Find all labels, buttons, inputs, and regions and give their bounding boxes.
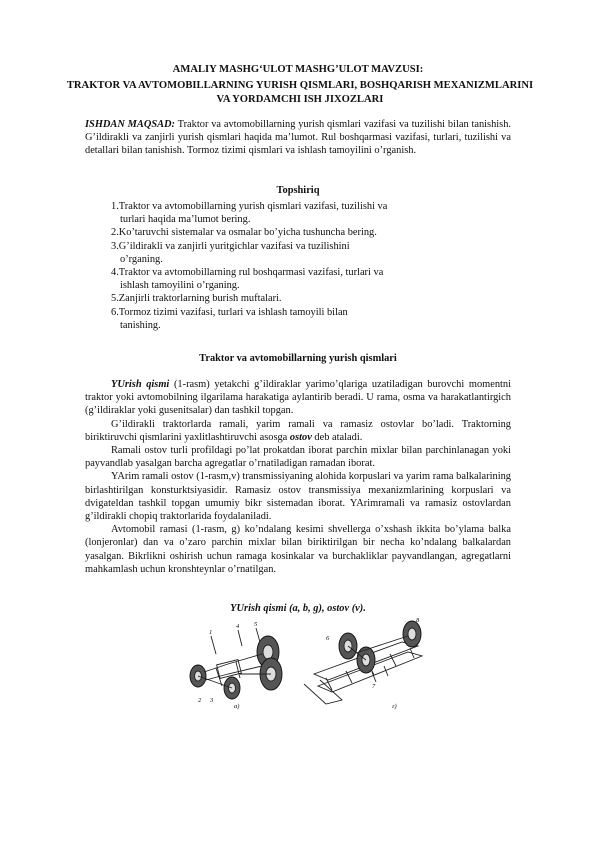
paragraph-text: G’ildirakli traktorlarda ramali, yarim ramali va ramasiz ostovlar bo’ladi. Traktorning biriktiruvchi qismlarini yaxlitlashtiruvchi asosga bbox=[85, 418, 511, 443]
term: YUrish qismi bbox=[111, 379, 170, 390]
list-item bbox=[111, 226, 431, 239]
task-line: 5.Zanjirli traktorlarning burish muftalari. bbox=[111, 293, 282, 305]
section-heading: Traktor va avtomobillarning yurish qismlari bbox=[199, 353, 397, 364]
task-line-continued: o’rganing. bbox=[120, 253, 163, 265]
tasks-heading: Topshiriq bbox=[276, 185, 320, 196]
tasks-list bbox=[111, 200, 431, 332]
paragraph: Ramali ostov turli profildagi po’lat prokatdan iborat parchin mixlar bilan parchinlanagan yoki payvandlab yasalgan barcha agregatlar o’rnatiladigan ramadan iborat. bbox=[85, 445, 511, 470]
figure-number: 7 bbox=[372, 683, 376, 690]
task-line: 1.Traktor va avtomobillarning yurish qismlari vazifasi, tuzilishi va bbox=[111, 201, 388, 212]
chassis-figure bbox=[176, 616, 426, 711]
term: ostov bbox=[289, 431, 312, 443]
list-item bbox=[111, 200, 431, 226]
paragraph-text: deb ataladi. bbox=[311, 431, 363, 443]
paragraph: Avtomobil ramasi (1-rasm, g) ko’ndalang kesimi shvellerga o’xshash ikkita bo’ylama balka (lonjeronlar) dan va o’zaro parchin mixlar bilan biriktirilgan bir necha ko’ndalang balkalardan yasalgan. Bikrlikni oshirish uchun ramaga kosinkalar va burchakliklar payvandlangan, agregatlarni mahkamlash uchun kronshteynlar o’rnatilgan. bbox=[85, 524, 511, 575]
figure-label-g: г) bbox=[392, 703, 397, 710]
list-item bbox=[111, 266, 431, 292]
figure-number: 2 bbox=[198, 697, 202, 704]
car-frame-drawing bbox=[304, 621, 422, 704]
figure-number: 1 bbox=[209, 629, 213, 636]
task-line: 4.Traktor va avtomobillarning rul boshqarmasi vazifasi, turlari va bbox=[111, 267, 384, 279]
figure-label-a: a) bbox=[234, 703, 240, 710]
figure-number: 6 bbox=[326, 635, 330, 642]
paragraph bbox=[85, 378, 511, 418]
page-subtitle: TRAKTOR VA AVTOMOBILLARNING YURISH QISMLARI, BOSHQARISH MEXANIZMLARINI VA YORDAMCHI ISH JIXOZLARI bbox=[66, 80, 534, 105]
paragraph-text: (1-rasm) yetakchi g’ildiraklar yarimo’qlariga uzatiladigan burovchi momentni traktor yoki avtomobilning ilgarilama harakatiga aylantirib beradi. U rama, osma va harakatlantirgich (g’ildiraklar yoki gusenitsalar) dan tashkil topgan. bbox=[85, 379, 511, 417]
task-line: 6.Tormoz tizimi vazifasi, turlari va ishlash tamoyili bilan bbox=[111, 306, 348, 318]
task-line: 2.Ko’taruvchi sistemalar va osmalar bo’yicha tushuncha bering. bbox=[111, 227, 377, 239]
task-line-continued: ishlash tamoyilini o’rganing. bbox=[120, 280, 240, 292]
tractor-chassis-drawing bbox=[190, 628, 282, 699]
task-line-continued: turlari haqida ma’lumot bering. bbox=[120, 214, 251, 226]
page-title: AMALIY MASHG‘ULOT MASHG’ULOT MAVZUSI: bbox=[172, 64, 424, 75]
figure-number: 8 bbox=[416, 617, 420, 624]
section-body bbox=[85, 378, 511, 576]
goal-paragraph bbox=[85, 118, 511, 158]
task-line: 3.G’ildirakli va zanjirli yuritgichlar vazifasi va tuzilishini bbox=[111, 240, 350, 252]
figure-number: 5 bbox=[254, 621, 258, 628]
list-item bbox=[111, 306, 431, 332]
list-item bbox=[111, 292, 431, 305]
goal-label: ISHDAN MAQSAD: bbox=[85, 119, 175, 130]
figure-number: 3 bbox=[210, 697, 214, 704]
goal-text: Traktor va avtomobillarning yurish qismlari vazifasi va tuzilishi bilan tanishish. G’ildirakli va zanjirli yurish qismlari haqida ma’lumot. Rul boshqarmasi vazifasi, turlari, tuzilishi va detallari bilan tanishish. Tormoz tizimi qismlari va ishlash tamoyilini o’rganish. bbox=[85, 119, 511, 157]
figure-number: 4 bbox=[236, 623, 240, 630]
task-line-continued: tanishing. bbox=[120, 319, 161, 331]
paragraph: YArim ramali ostov (1-rasm,v) transmissiyaning alohida korpuslari va yarim rama balkalarining birlashtirilgan konsturktsiyasidir. Ramasiz ostov transmissiya mexanizmlarining korpuslari va dvigateldan tashkil topgan umumiy bikr sistemadan iborat. YArimramali va ramasiz ostovlardan g’ildirakli chopiq traktorlarida foydalaniladi. bbox=[85, 471, 511, 523]
figure-caption: YUrish qismi (a, b, g), ostov (v). bbox=[230, 603, 366, 614]
paragraph bbox=[85, 418, 511, 444]
list-item bbox=[111, 240, 431, 266]
